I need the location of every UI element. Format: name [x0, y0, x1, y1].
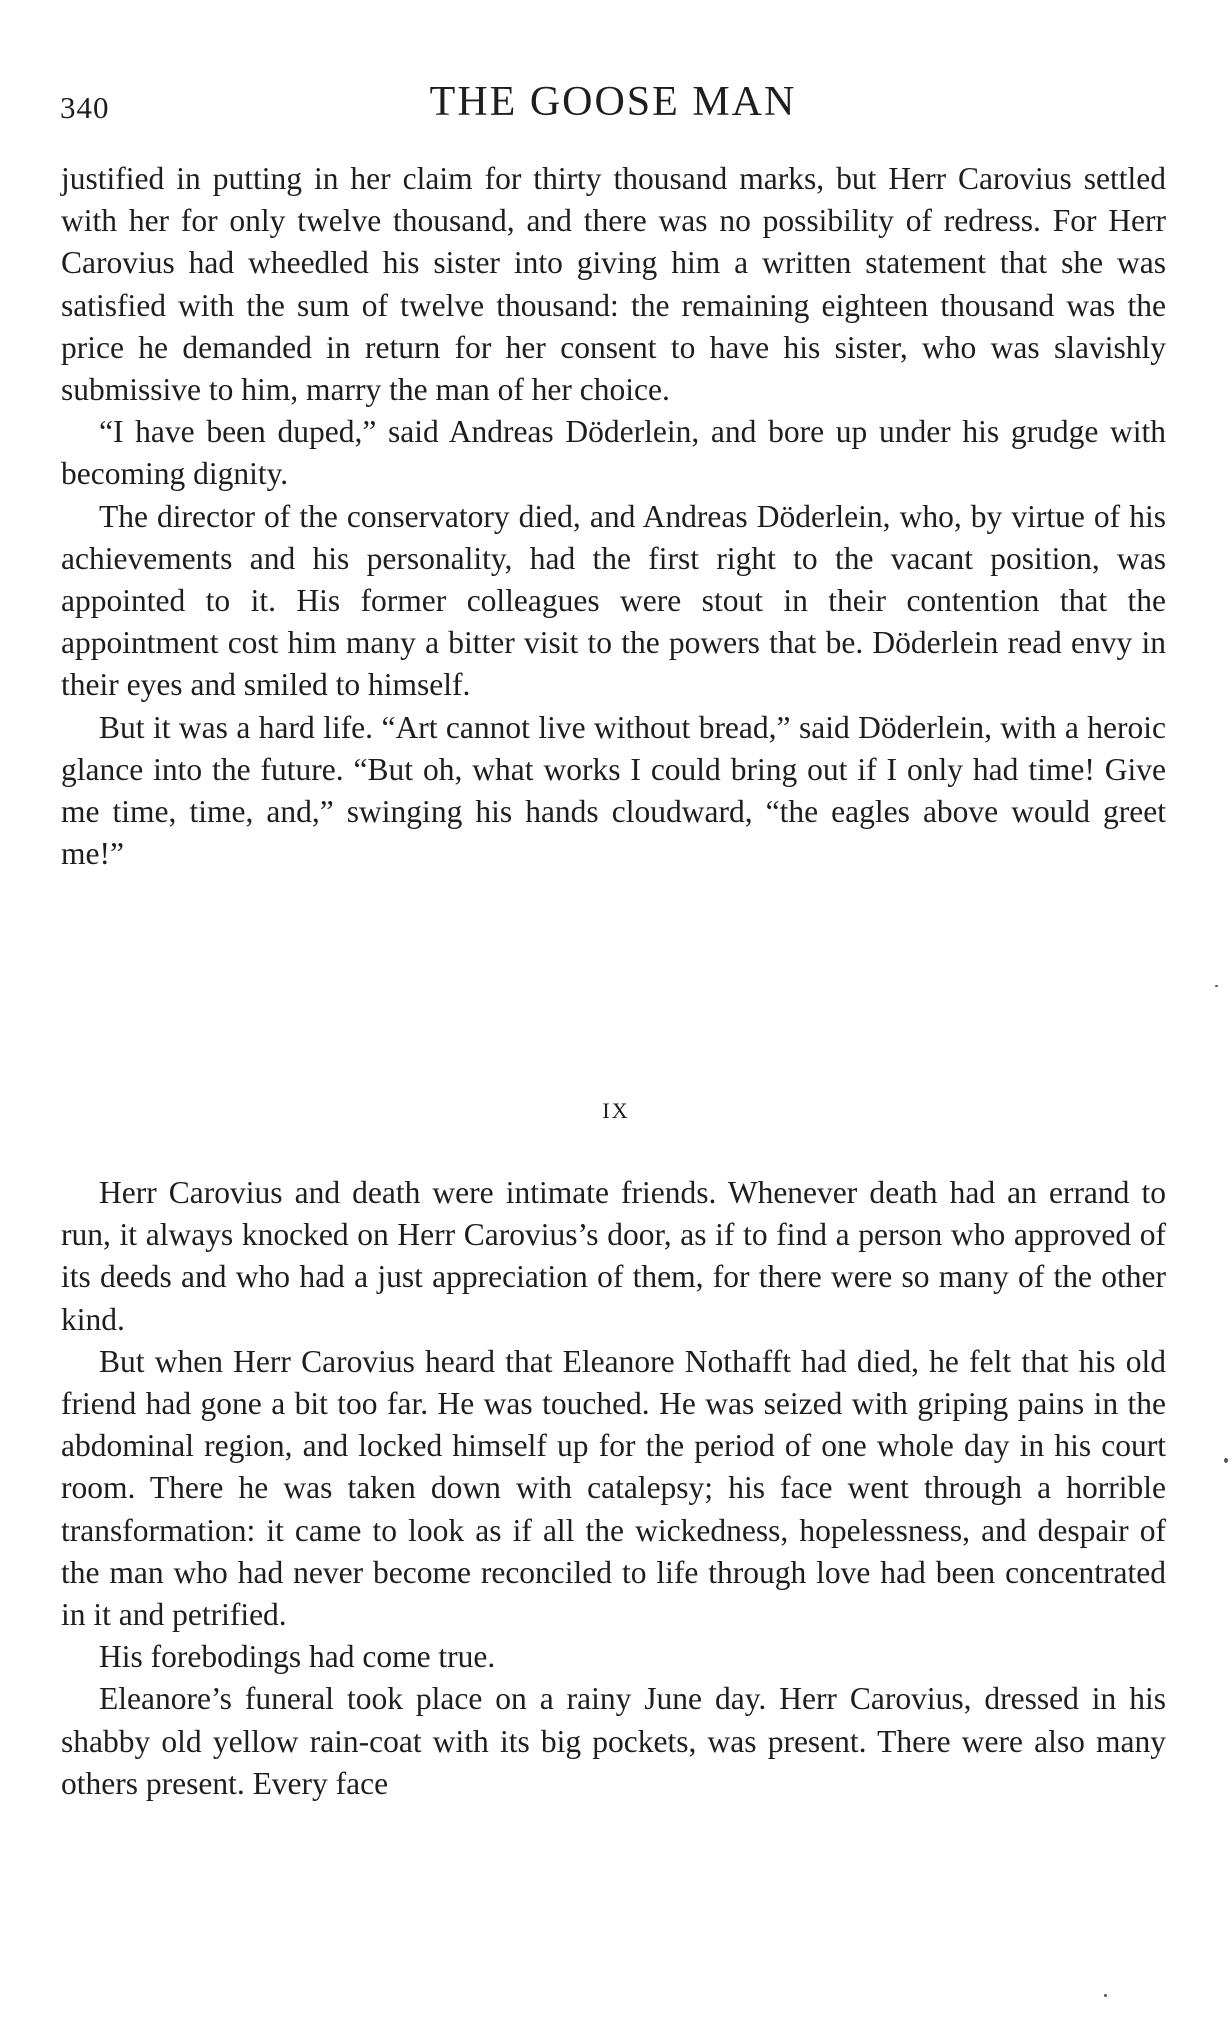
paragraph: Herr Carovius and death were intimate friends. Whenever death had an errand to run, it always knocked on Herr Carovius’s door, as if to find a person who approved of its deeds and who had a just appreciation of them, for there were so many of the other kind. — [61, 1175, 1166, 1337]
section-one-body — [61, 158, 1166, 875]
page-header — [60, 78, 1166, 128]
scan-speck — [1215, 985, 1218, 987]
paragraph: The director of the conservatory died, and Andreas Döderlein, who, by virtue of his achievements and his personality, had the first right to the vacant position, was appointed to it. His former colleagues were stout in their contention that the appointment cost him many a bitter visit to the powers that be. Döderlein read envy in their eyes and smiled to himself. — [61, 498, 1166, 703]
paragraph: Eleanore’s funeral took place on a rainy June day. Herr Carovius, dressed in his shabby old yellow rain-coat with its big pockets, was present. There were also many others present. Every face — [61, 1681, 1166, 1801]
scan-speck — [1224, 1458, 1228, 1463]
section-two-body — [61, 1172, 1166, 1805]
paragraph-continued: justified in putting in her claim for thirty thousand marks, but Herr Carovius settled with her for only twelve thousand, and there was no possibility of redress. For Herr Carovius had wheedled his sister into giving him a written statement that she was satisfied with the sum of twelve thousand: the remaining eighteen thousand was the price he demanded in return for her consent to have his sister, who was slavishly submissive to him, marry the man of her choice. — [61, 161, 1166, 408]
page-number: 340 — [60, 90, 110, 125]
running-title: THE GOOSE MAN — [429, 79, 797, 125]
paragraph: “I have been duped,” said Andreas Döderlein, and bore up under his grudge with becoming dignity. — [61, 414, 1166, 492]
paragraph: But it was a hard life. “Art cannot live without bread,” said Döderlein, with a heroic glance into the future. “But oh, what works I could bring out if I only had time! Give me time, time, and,” swinging his hands cloudward, “the eagles above would greet me!” — [61, 709, 1166, 872]
paragraph: But when Herr Carovius heard that Eleanore Nothafft had died, he felt that his old friend had gone a bit too far. He was touched. He was seized with griping pains in the abdominal region, and locked himself up for the period of one whole day in his court room. There he was taken down with catalepsy; his face went through a horrible transformation: it came to look as if all the wickedness, hopelessness, and despair of the man who had never become reconciled to life through love had been concentrated in it and petrified. — [61, 1343, 1166, 1633]
paragraph: His forebodings had come true. — [99, 1639, 496, 1675]
section-heading: IX — [602, 1098, 630, 1123]
scan-speck — [1104, 1994, 1107, 1997]
